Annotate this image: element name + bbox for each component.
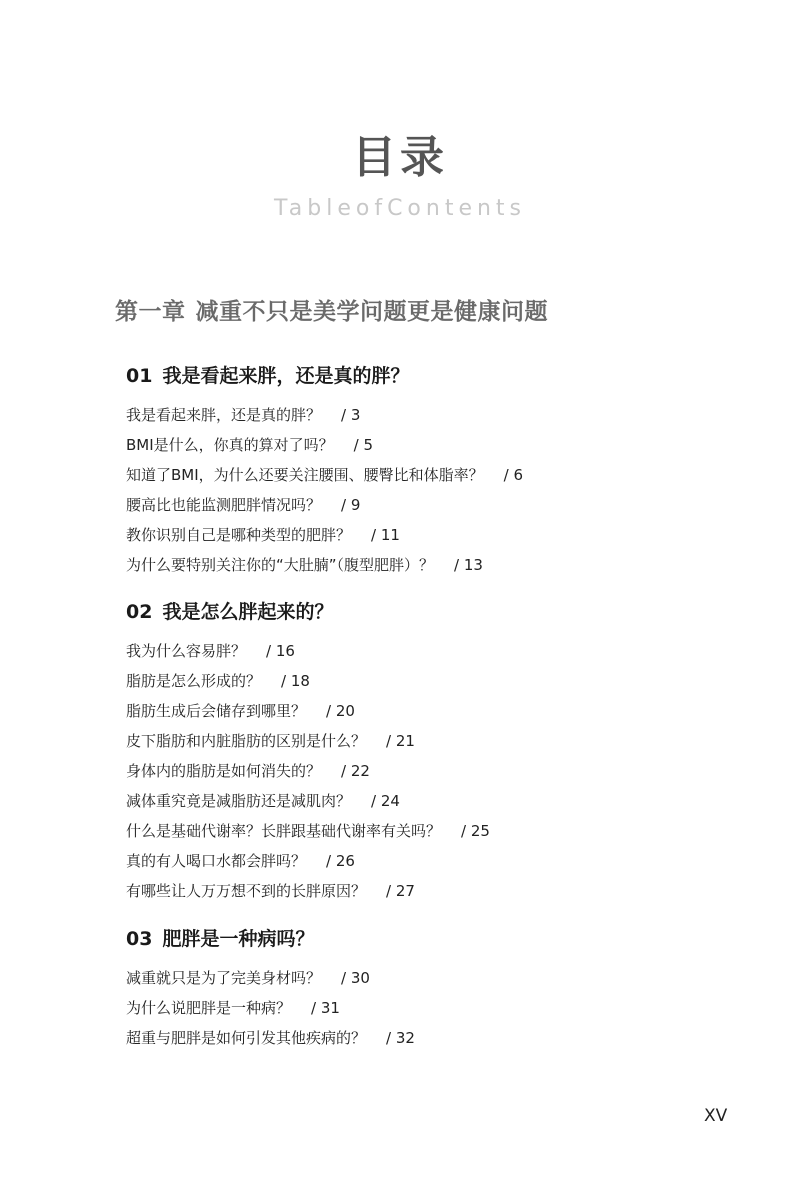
entry-page: / 3 xyxy=(341,406,360,424)
chapter-title: 减重不只是美学问题更是健康问题 xyxy=(195,299,548,325)
entry-page: / 20 xyxy=(326,702,355,720)
toc-entry[interactable] xyxy=(126,666,746,696)
section-03 xyxy=(126,925,746,1053)
entry-page: / 32 xyxy=(386,1029,415,1047)
section-title-text: 我是怎么胖起来的？ xyxy=(162,601,334,623)
entry-title: 我是看起来胖，还是真的胖？ xyxy=(126,406,322,424)
toc-entry[interactable] xyxy=(126,520,746,550)
entry-page: / 24 xyxy=(371,792,400,810)
entry-page: / 6 xyxy=(504,466,523,484)
toc-entry[interactable] xyxy=(126,786,746,816)
entry-title: 身体内的脂肪是如何消失的？ xyxy=(126,762,322,780)
page-title: 目录 xyxy=(352,132,448,183)
toc-entry[interactable] xyxy=(126,550,746,580)
entry-page: / 9 xyxy=(341,496,360,514)
toc-entry[interactable] xyxy=(126,756,746,786)
section-number: 02 xyxy=(126,601,153,623)
section-01 xyxy=(126,362,746,580)
toc-entry[interactable] xyxy=(126,400,746,430)
section-02 xyxy=(126,598,746,906)
entry-page: / 31 xyxy=(311,999,340,1017)
entry-title: 脂肪是怎么形成的？ xyxy=(126,672,262,690)
entry-page: / 5 xyxy=(354,436,373,454)
entry-page: / 21 xyxy=(386,732,415,750)
entry-page: / 13 xyxy=(454,556,483,574)
toc-entry[interactable] xyxy=(126,490,746,520)
entry-title: 脂肪生成后会储存到哪里？ xyxy=(126,702,307,720)
entry-page: / 26 xyxy=(326,852,355,870)
entry-title: 腰高比也能监测肥胖情况吗？ xyxy=(126,496,322,514)
toc-entry[interactable] xyxy=(126,460,746,490)
entry-title: 皮下脂肪和内脏脂肪的区别是什么？ xyxy=(126,732,367,750)
toc-entry[interactable] xyxy=(126,636,746,666)
toc-entry[interactable] xyxy=(126,876,746,906)
entry-page: / 30 xyxy=(341,969,370,987)
entry-title: 超重与肥胖是如何引发其他疾病的？ xyxy=(126,1029,367,1047)
page-number: XV xyxy=(704,1106,728,1126)
toc-entry[interactable] xyxy=(126,993,746,1023)
section-title xyxy=(126,925,746,953)
entry-page: / 25 xyxy=(461,822,490,840)
entry-title: 真的有人喝口水都会胖吗？ xyxy=(126,852,307,870)
entry-page: / 18 xyxy=(281,672,310,690)
section-number: 03 xyxy=(126,928,153,950)
toc-entry[interactable] xyxy=(126,1023,746,1053)
toc-entry[interactable] xyxy=(126,816,746,846)
toc-entry[interactable] xyxy=(126,726,746,756)
entry-title: 什么是基础代谢率？长胖跟基础代谢率有关吗？ xyxy=(126,822,442,840)
section-title-text: 肥胖是一种病吗？ xyxy=(162,928,315,950)
chapter-number: 第一章 xyxy=(115,299,186,325)
toc-entry[interactable] xyxy=(126,430,746,460)
entry-page: / 27 xyxy=(386,882,415,900)
entry-page: / 16 xyxy=(266,642,295,660)
entry-title: 有哪些让人万万想不到的长胖原因？ xyxy=(126,882,367,900)
section-title xyxy=(126,598,746,626)
entry-title: 减重就只是为了完美身材吗？ xyxy=(126,969,322,987)
chapter-heading xyxy=(115,296,548,328)
toc-entry[interactable] xyxy=(126,696,746,726)
page-subtitle: TableofContents xyxy=(273,196,527,221)
entry-title: BMI是什么，你真的算对了吗？ xyxy=(126,436,334,454)
entry-title: 为什么说肥胖是一种病？ xyxy=(126,999,292,1017)
toc-entry[interactable] xyxy=(126,846,746,876)
section-title xyxy=(126,362,746,390)
entry-title: 为什么要特别关注你的“大肚腩”（腹型肥胖）？ xyxy=(126,556,435,574)
section-number: 01 xyxy=(126,365,153,387)
entry-title: 减体重究竟是减脂肪还是减肌肉？ xyxy=(126,792,352,810)
entry-title: 知道了BMI，为什么还要关注腰围、腰臀比和体脂率？ xyxy=(126,466,484,484)
entry-title: 教你识别自己是哪种类型的肥胖？ xyxy=(126,526,352,544)
entry-page: / 22 xyxy=(341,762,370,780)
entry-page: / 11 xyxy=(371,526,400,544)
section-title-text: 我是看起来胖，还是真的胖？ xyxy=(162,365,410,387)
toc-entry[interactable] xyxy=(126,963,746,993)
entry-title: 我为什么容易胖？ xyxy=(126,642,247,660)
